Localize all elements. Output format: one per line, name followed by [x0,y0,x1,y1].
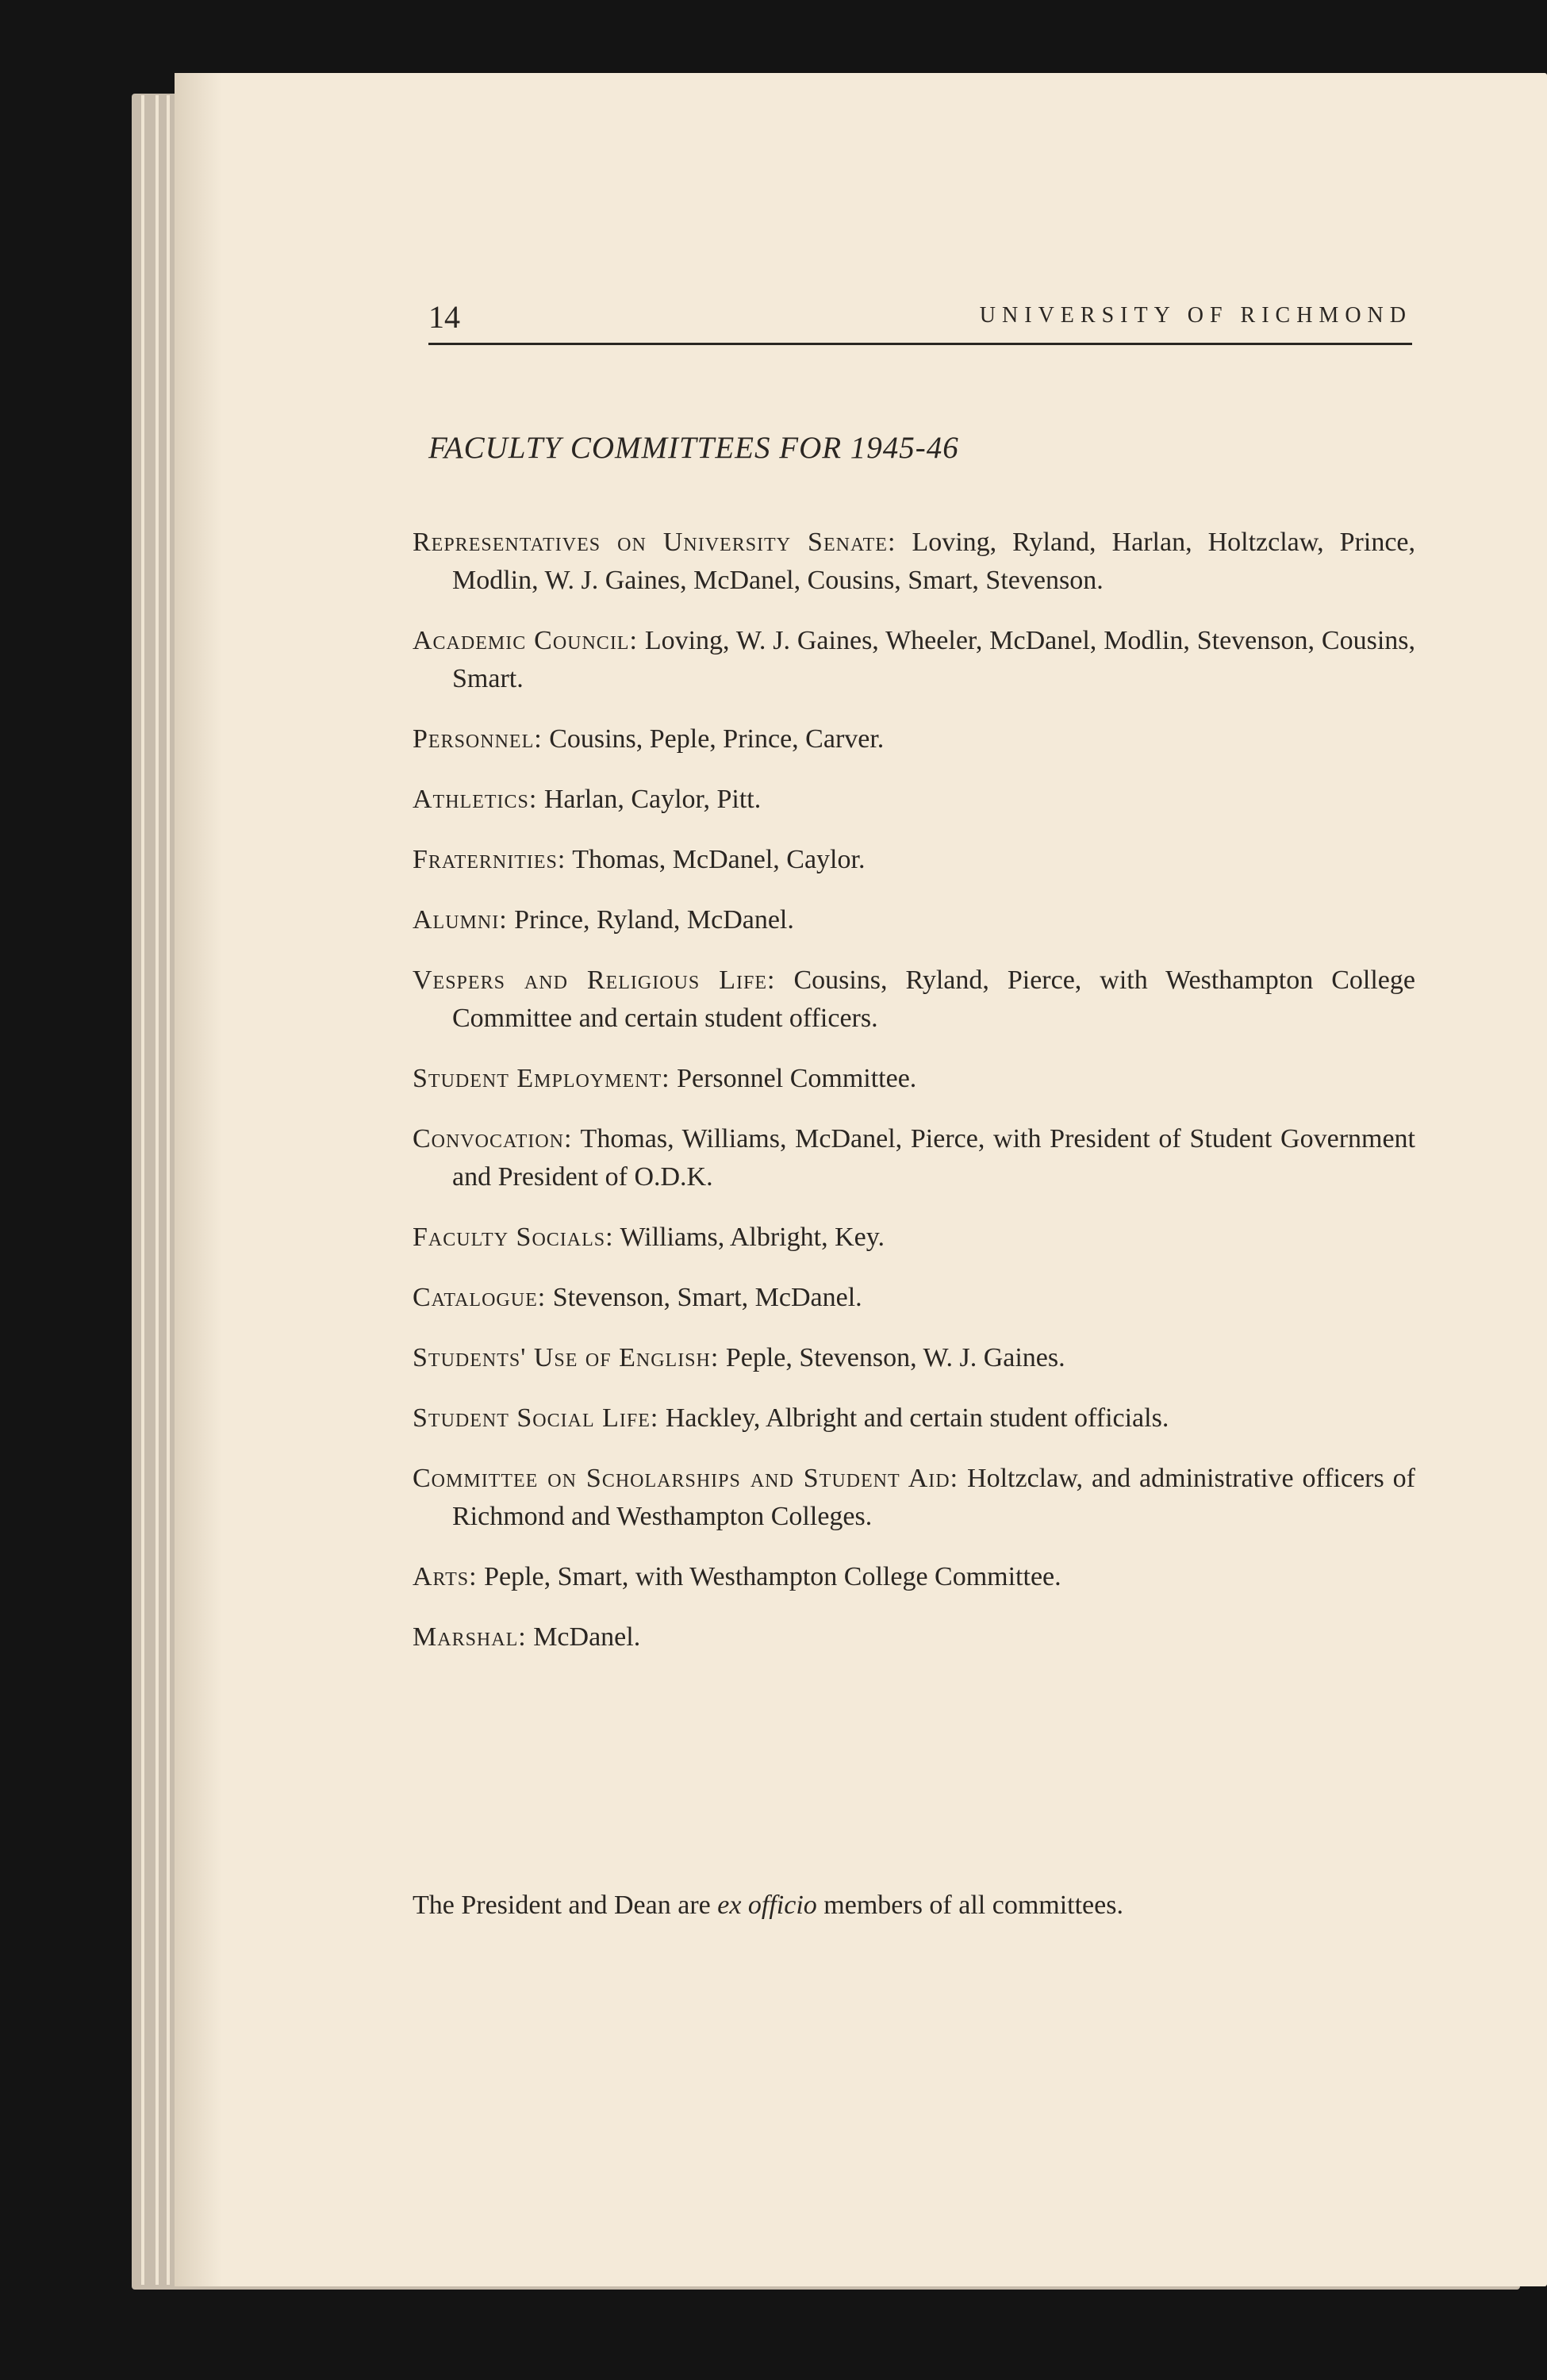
committee-members: McDanel. [533,1622,641,1652]
committee-name: Convocation: [413,1124,573,1154]
committee-entry [413,1618,1415,1656]
committee-members: Loving, W. J. Gaines, Wheeler, McDanel, Modlin, Stevenson, Cousins, Smart. [452,626,1415,693]
section-title: FACULTY COMMITTEES FOR 1945-46 [428,431,959,465]
committee-name: Vespers and Religious Life: [413,965,776,995]
committee-members: Peple, Smart, with Westhampton College Committee. [484,1562,1061,1591]
page-header [428,295,1412,345]
committee-name: Arts: [413,1562,478,1591]
committee-name: Representatives on University Senate: [413,528,896,557]
committee-entry [413,1219,1415,1257]
committee-members: Prince, Ryland, McDanel. [514,905,794,935]
committee-name: Faculty Socials: [413,1223,614,1252]
committee-name: Student Employment: [413,1064,670,1093]
committee-members: Thomas, Williams, McDanel, Pierce, with President of Student Government and President of O.D.K. [452,1124,1415,1192]
committee-entry [413,1460,1415,1536]
committee-members: Williams, Albright, Key. [620,1223,885,1252]
committee-name: Committee on Scholarships and Student Aid: [413,1464,959,1493]
committee-members: Harlan, Caylor, Pitt. [543,785,762,814]
committee-entry [413,1120,1415,1196]
running-head: UNIVERSITY OF RICHMOND [979,303,1412,328]
committee-entry [413,901,1415,939]
committee-name: Athletics: [413,785,538,814]
page-gutter-shadow [175,73,222,2286]
committee-entry [413,962,1415,1038]
committee-entry [413,781,1415,819]
committee-entry [413,720,1415,758]
footer-note-before: The President and Dean are [413,1891,711,1920]
committee-name: Marshal: [413,1622,527,1652]
footer-note-after: members of all committees. [823,1891,1123,1920]
committee-members: Personnel Committee. [677,1064,917,1093]
committee-name: Student Social Life: [413,1403,659,1433]
committee-members: Cousins, Ryland, Pierce, with Westhampton College Committee and certain student officers. [452,965,1415,1033]
committee-members: Thomas, McDanel, Caylor. [572,845,866,874]
committee-entry [413,524,1415,600]
committee-members: Peple, Stevenson, W. J. Gaines. [725,1343,1065,1372]
page-edge-line [155,95,159,2285]
committee-name: Personnel: [413,724,543,754]
committee-entry [413,1060,1415,1098]
committee-entry [413,1339,1415,1377]
committee-entry [413,1399,1415,1438]
committee-entry [413,1558,1415,1596]
page-number: 14 [428,299,460,335]
footer-note [413,1887,1123,1925]
committee-entry [413,841,1415,879]
committee-name: Alumni: [413,905,508,935]
committee-entry [413,622,1415,698]
committee-entry [413,1279,1415,1317]
committee-list [413,524,1415,1679]
page-edge-line [167,95,170,2285]
committee-members: Holtzclaw, and administrative officers of Richmond and Westhampton Colleges. [452,1464,1416,1531]
footer-note-italic: ex officio [717,1891,817,1920]
committee-members: Cousins, Peple, Prince, Carver. [549,724,885,754]
committee-members: Stevenson, Smart, McDanel. [552,1283,862,1312]
committee-name: Catalogue: [413,1283,547,1312]
page-edge-line [141,95,144,2285]
committee-members: Loving, Ryland, Harlan, Holtzclaw, Prince, Modlin, W. J. Gaines, McDanel, Cousins, Smart, Stevenson. [452,528,1415,595]
committee-members: Hackley, Albright and certain student officials. [665,1403,1169,1433]
committee-name: Students' Use of English: [413,1343,720,1372]
committee-name: Fraternities: [413,845,566,874]
committee-name: Academic Council: [413,626,638,655]
